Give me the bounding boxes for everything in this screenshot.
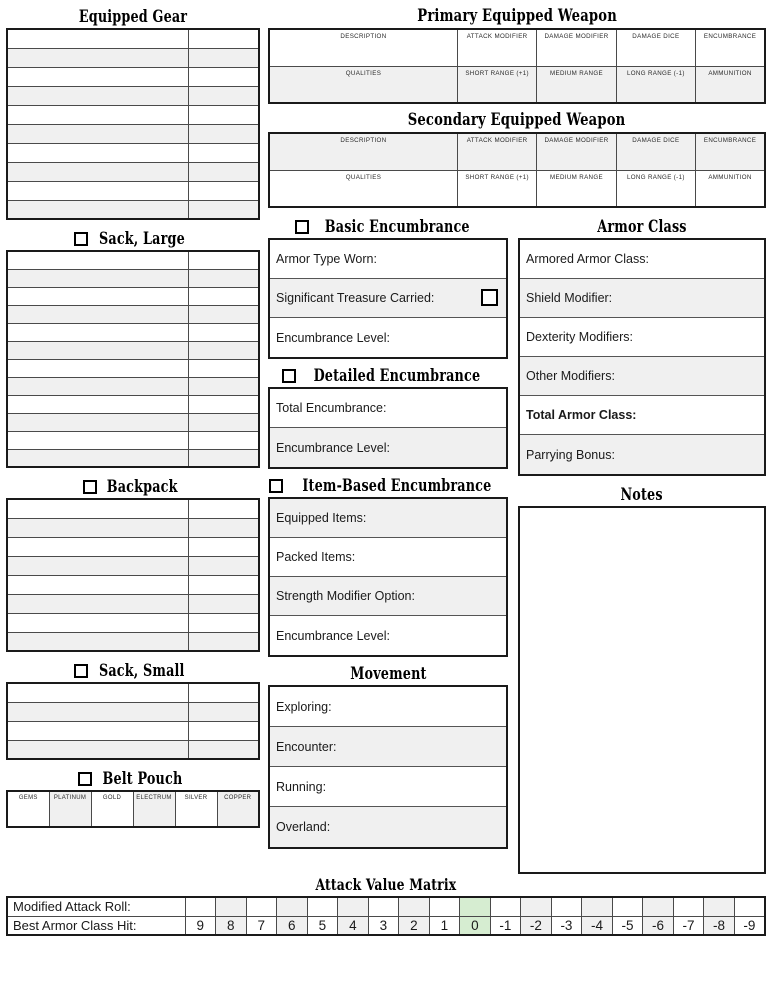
movement-heading — [268, 663, 508, 685]
detailed-encumbrance-checkbox[interactable] — [282, 369, 296, 383]
movement-section — [268, 663, 508, 849]
attack-matrix-heading — [6, 874, 766, 896]
table-row[interactable] — [7, 721, 259, 740]
table-row[interactable] — [7, 162, 259, 181]
weapon-row[interactable] — [269, 29, 765, 66]
field-label: Encounter: — [276, 739, 337, 754]
item-name-cell[interactable] — [7, 181, 188, 200]
weapon-row[interactable] — [269, 170, 765, 207]
sack-large-heading — [6, 228, 260, 250]
basic-encumbrance-fields[interactable] — [268, 238, 508, 359]
right-side — [268, 6, 766, 874]
matrix-armor-class-cell[interactable]: 5 — [307, 916, 338, 935]
matrix-armor-class-cell[interactable]: -5 — [612, 916, 643, 935]
item-name-cell[interactable] — [7, 251, 188, 269]
weapon-field-cell[interactable]: DAMAGE DICE — [616, 29, 695, 66]
matrix-attack-roll-cell[interactable] — [368, 897, 399, 916]
item-encumbrance-checkbox[interactable] — [269, 479, 283, 493]
item-qty-cell[interactable] — [188, 632, 259, 651]
weapon-field-cell[interactable]: SHORT RANGE (+1) — [457, 170, 536, 207]
sack-large-section — [6, 228, 260, 468]
armor-class-section — [518, 216, 766, 476]
matrix-attack-roll-cell[interactable] — [277, 897, 308, 916]
table-row[interactable] — [7, 359, 259, 377]
matrix-attack-roll-cell[interactable] — [399, 897, 430, 916]
matrix-armor-class-cell[interactable]: 8 — [216, 916, 247, 935]
sack-small-checkbox[interactable] — [74, 664, 88, 678]
item-qty-cell[interactable] — [188, 395, 259, 413]
field-label: Overland: — [276, 820, 331, 834]
notes-section — [518, 484, 766, 874]
weapon-field-cell[interactable]: DAMAGE MODIFIER — [537, 29, 616, 66]
detailed-encumbrance-title: Detailed Encumbrance — [313, 366, 481, 386]
item-qty-cell[interactable] — [188, 323, 259, 341]
matrix-attack-roll-cell[interactable] — [490, 897, 521, 916]
table-row[interactable] — [7, 181, 259, 200]
primary-weapon-title: Primary Equipped Weapon — [417, 6, 617, 27]
field-label: Encumbrance Level: — [276, 330, 390, 345]
field-label: Dexterity Modifiers: — [526, 330, 633, 344]
currency-cell[interactable]: ELECTRUM — [133, 791, 175, 827]
item-name-cell[interactable] — [7, 395, 188, 413]
item-name-cell[interactable] — [7, 632, 188, 651]
detailed-encumbrance-heading — [268, 365, 508, 387]
item-qty-cell[interactable] — [188, 359, 259, 377]
matrix-attack-roll-cell[interactable] — [551, 897, 582, 916]
item-qty-cell[interactable] — [188, 48, 259, 67]
item-name-cell[interactable] — [7, 48, 188, 67]
currency-cell[interactable]: SILVER — [175, 791, 217, 827]
table-row[interactable] — [7, 124, 259, 143]
weapon-row[interactable] — [269, 66, 765, 103]
secondary-weapon-heading — [268, 110, 766, 132]
field-label: Encumbrance Level: — [276, 440, 390, 455]
table-row[interactable] — [7, 29, 259, 48]
weapon-field-cell[interactable]: AMMUNITION — [696, 170, 765, 207]
field-label: Shield Modifier: — [526, 291, 613, 305]
weapon-field-cell[interactable]: QUALITIES — [269, 170, 457, 207]
field-label: Significant Treasure Carried: — [276, 291, 435, 305]
left-column — [6, 6, 260, 874]
item-qty-cell[interactable] — [188, 29, 259, 48]
weapon-field-cell[interactable]: SHORT RANGE (+1) — [457, 66, 536, 103]
item-qty-cell[interactable] — [188, 499, 259, 518]
item-name-cell[interactable] — [7, 323, 188, 341]
item-qty-cell[interactable] — [188, 287, 259, 305]
backpack-heading — [6, 476, 260, 498]
currency-cell[interactable]: GEMS — [7, 791, 49, 827]
item-qty-cell[interactable] — [188, 575, 259, 594]
matrix-armor-class-cell[interactable]: -4 — [582, 916, 613, 935]
belt-pouch-checkbox[interactable] — [78, 772, 92, 786]
item-name-cell[interactable] — [7, 431, 188, 449]
primary-weapon-section — [268, 6, 766, 104]
attack-matrix-section — [0, 874, 772, 936]
weapon-field-cell[interactable]: LONG RANGE (-1) — [616, 170, 695, 207]
item-name-cell[interactable] — [7, 269, 188, 287]
item-qty-cell[interactable] — [188, 740, 259, 759]
matrix-attack-roll-cell[interactable] — [460, 897, 491, 916]
item-name-cell[interactable] — [7, 518, 188, 537]
field-row[interactable] — [270, 389, 506, 428]
matrix-armor-class-cell[interactable]: 7 — [246, 916, 277, 935]
item-name-cell[interactable] — [7, 613, 188, 632]
item-qty-cell[interactable] — [188, 537, 259, 556]
item-encumbrance-title: Item-Based Encumbrance — [302, 476, 492, 496]
weapon-field-cell[interactable]: QUALITIES — [269, 66, 457, 103]
item-qty-cell[interactable] — [188, 341, 259, 359]
matrix-attack-roll-cell[interactable] — [307, 897, 338, 916]
item-name-cell[interactable] — [7, 86, 188, 105]
item-qty-cell[interactable] — [188, 143, 259, 162]
middle-column — [268, 216, 508, 874]
attack-matrix-title: Attack Value Matrix — [315, 874, 457, 894]
field-row[interactable] — [270, 687, 506, 727]
item-qty-cell[interactable] — [188, 721, 259, 740]
item-qty-cell[interactable] — [188, 200, 259, 219]
item-name-cell[interactable] — [7, 359, 188, 377]
table-row[interactable] — [7, 449, 259, 467]
item-name-cell[interactable] — [7, 305, 188, 323]
field-row[interactable] — [520, 240, 764, 279]
field-row[interactable] — [270, 577, 506, 616]
item-name-cell[interactable] — [7, 537, 188, 556]
field-row[interactable] — [270, 807, 506, 847]
matrix-armor-class-cell[interactable]: -8 — [704, 916, 735, 935]
item-qty-cell[interactable] — [188, 124, 259, 143]
matrix-label-armor-class: Best Armor Class Hit: — [7, 916, 185, 935]
table-row[interactable] — [7, 683, 259, 702]
item-name-cell[interactable] — [7, 124, 188, 143]
weapon-field-cell[interactable]: MEDIUM RANGE — [537, 170, 616, 207]
matrix-armor-class-cell[interactable]: 2 — [399, 916, 430, 935]
item-name-cell[interactable] — [7, 413, 188, 431]
field-row[interactable] — [270, 240, 506, 279]
primary-weapon-heading — [268, 6, 766, 28]
notes-heading — [518, 484, 766, 506]
item-qty-cell[interactable] — [188, 269, 259, 287]
field-label: Strength Modifier Option: — [276, 589, 415, 603]
matrix-armor-class-cell[interactable]: -7 — [673, 916, 704, 935]
matrix-attack-roll-cell[interactable] — [704, 897, 735, 916]
table-row[interactable] — [7, 413, 259, 431]
field-row[interactable] — [270, 538, 506, 577]
item-qty-cell[interactable] — [188, 683, 259, 702]
lower-right-columns — [268, 216, 766, 874]
table-row[interactable] — [7, 594, 259, 613]
item-qty-cell[interactable] — [188, 702, 259, 721]
table-row[interactable] — [7, 613, 259, 632]
table-row[interactable] — [7, 537, 259, 556]
item-qty-cell[interactable] — [188, 377, 259, 395]
sack-small-title: Sack, Small — [99, 661, 185, 681]
item-name-cell[interactable] — [7, 594, 188, 613]
basic-encumbrance-section — [268, 216, 508, 359]
currency-cell[interactable]: COPPER — [217, 791, 259, 827]
table-row[interactable] — [7, 305, 259, 323]
field-label: Armored Armor Class: — [526, 252, 649, 266]
field-row[interactable] — [520, 318, 764, 357]
currency-table[interactable] — [6, 790, 260, 828]
belt-pouch-section — [6, 768, 260, 828]
notes-title: Notes — [620, 485, 664, 505]
field-row[interactable] — [270, 279, 506, 318]
matrix-row-armor-class[interactable] — [7, 916, 765, 935]
matrix-armor-class-cell[interactable]: -9 — [734, 916, 765, 935]
table-row[interactable] — [7, 251, 259, 269]
armor-class-title: Armor Class — [597, 217, 687, 237]
field-label: Equipped Items: — [276, 511, 367, 525]
item-qty-cell[interactable] — [188, 67, 259, 86]
weapon-field-cell[interactable]: DAMAGE DICE — [616, 133, 695, 170]
field-label: Armor Type Worn: — [276, 252, 377, 266]
field-row[interactable] — [270, 428, 506, 467]
item-name-cell[interactable] — [7, 143, 188, 162]
matrix-attack-roll-cell[interactable] — [612, 897, 643, 916]
item-name-cell[interactable] — [7, 721, 188, 740]
weapon-field-cell[interactable]: DESCRIPTION — [269, 29, 457, 66]
field-label: Parrying Bonus: — [526, 447, 615, 462]
weapon-field-cell[interactable]: AMMUNITION — [696, 66, 765, 103]
item-name-cell[interactable] — [7, 683, 188, 702]
item-name-cell[interactable] — [7, 499, 188, 518]
table-row[interactable] — [7, 431, 259, 449]
armor-class-fields[interactable] — [518, 238, 766, 476]
secondary-weapon-table[interactable] — [268, 132, 766, 208]
weapon-field-cell[interactable]: ENCUMBRANCE — [696, 29, 765, 66]
table-row[interactable] — [7, 86, 259, 105]
item-qty-cell[interactable] — [188, 449, 259, 467]
equipped-gear-heading — [6, 6, 260, 28]
item-qty-cell[interactable] — [188, 162, 259, 181]
table-row[interactable] — [7, 323, 259, 341]
matrix-armor-class-cell[interactable]: 9 — [185, 916, 216, 935]
table-row[interactable] — [7, 287, 259, 305]
matrix-attack-roll-cell[interactable] — [521, 897, 552, 916]
equipped-gear-section — [6, 6, 260, 220]
weapon-field-cell[interactable]: LONG RANGE (-1) — [616, 66, 695, 103]
weapon-row[interactable] — [269, 133, 765, 170]
item-encumbrance-section — [268, 475, 508, 657]
sack-small-heading — [6, 660, 260, 682]
item-name-cell[interactable] — [7, 162, 188, 181]
backpack-title: Backpack — [106, 477, 178, 497]
item-qty-cell[interactable] — [188, 594, 259, 613]
matrix-armor-class-cell[interactable]: 4 — [338, 916, 369, 935]
matrix-armor-class-cell[interactable]: -2 — [521, 916, 552, 935]
matrix-attack-roll-cell[interactable] — [673, 897, 704, 916]
currency-cell[interactable]: GOLD — [91, 791, 133, 827]
item-name-cell[interactable] — [7, 29, 188, 48]
matrix-armor-class-cell[interactable]: 1 — [429, 916, 460, 935]
notes-textarea[interactable] — [518, 506, 766, 874]
table-row[interactable] — [7, 740, 259, 759]
detailed-encumbrance-fields[interactable] — [268, 387, 508, 469]
matrix-armor-class-cell[interactable]: -3 — [551, 916, 582, 935]
item-qty-cell[interactable] — [188, 181, 259, 200]
field-row[interactable] — [520, 435, 764, 474]
secondary-weapon-title: Secondary Equipped Weapon — [408, 110, 626, 131]
item-name-cell[interactable] — [7, 377, 188, 395]
item-name-cell[interactable] — [7, 287, 188, 305]
equipped-gear-title: Equipped Gear — [78, 7, 188, 27]
matrix-armor-class-cell[interactable]: 6 — [277, 916, 308, 935]
item-qty-cell[interactable] — [188, 305, 259, 323]
matrix-attack-roll-cell[interactable] — [338, 897, 369, 916]
weapon-field-cell[interactable]: ATTACK MODIFIER — [457, 29, 536, 66]
detailed-encumbrance-section — [268, 365, 508, 469]
item-name-cell[interactable] — [7, 449, 188, 467]
item-encumbrance-fields[interactable] — [268, 497, 508, 657]
armor-class-heading — [518, 216, 766, 238]
matrix-attack-roll-cell[interactable] — [734, 897, 765, 916]
movement-title: Movement — [349, 664, 427, 684]
right-column — [518, 216, 766, 874]
item-name-cell[interactable] — [7, 67, 188, 86]
matrix-armor-class-cell[interactable]: -1 — [490, 916, 521, 935]
item-qty-cell[interactable] — [188, 518, 259, 537]
item-encumbrance-heading — [268, 475, 508, 497]
item-name-cell[interactable] — [7, 702, 188, 721]
weapon-field-cell[interactable]: DAMAGE MODIFIER — [537, 133, 616, 170]
table-row[interactable] — [7, 48, 259, 67]
item-qty-cell[interactable] — [188, 105, 259, 124]
sack-small-section — [6, 660, 260, 760]
table-row[interactable] — [7, 632, 259, 651]
sack-large-checkbox[interactable] — [74, 232, 88, 246]
field-label: Total Encumbrance: — [276, 401, 387, 415]
weapon-field-cell[interactable]: MEDIUM RANGE — [537, 66, 616, 103]
table-row[interactable] — [7, 341, 259, 359]
field-row[interactable] — [520, 279, 764, 318]
attack-matrix-table[interactable] — [6, 896, 766, 936]
item-name-cell[interactable] — [7, 200, 188, 219]
sack-small-table[interactable] — [6, 682, 260, 760]
field-label: Exploring: — [276, 699, 332, 714]
field-row[interactable] — [270, 318, 506, 357]
secondary-weapon-section — [268, 110, 766, 208]
table-row[interactable] — [7, 499, 259, 518]
matrix-attack-roll-cell[interactable] — [582, 897, 613, 916]
sack-large-title: Sack, Large — [99, 229, 185, 249]
currency-header-row — [7, 791, 259, 827]
item-qty-cell[interactable] — [188, 86, 259, 105]
table-row[interactable] — [7, 269, 259, 287]
weapon-field-cell[interactable]: ATTACK MODIFIER — [457, 133, 536, 170]
matrix-attack-roll-cell[interactable] — [429, 897, 460, 916]
item-name-cell[interactable] — [7, 341, 188, 359]
matrix-armor-class-cell[interactable]: -6 — [643, 916, 674, 935]
field-label: Other Modifiers: — [526, 369, 615, 383]
belt-pouch-title: Belt Pouch — [102, 769, 182, 789]
table-row[interactable] — [7, 575, 259, 594]
table-row[interactable] — [7, 377, 259, 395]
table-row[interactable] — [7, 143, 259, 162]
table-row[interactable] — [7, 556, 259, 575]
movement-fields[interactable] — [268, 685, 508, 849]
item-qty-cell[interactable] — [188, 613, 259, 632]
field-label: Total Armor Class: — [526, 408, 637, 422]
field-label: Packed Items: — [276, 550, 356, 564]
field-row[interactable] — [270, 727, 506, 767]
backpack-table[interactable] — [6, 498, 260, 652]
field-row[interactable] — [270, 499, 506, 538]
table-row[interactable] — [7, 702, 259, 721]
item-name-cell[interactable] — [7, 575, 188, 594]
primary-weapon-table[interactable] — [268, 28, 766, 104]
table-row[interactable] — [7, 67, 259, 86]
weapon-field-cell[interactable]: ENCUMBRANCE — [696, 133, 765, 170]
weapon-field-cell[interactable]: DESCRIPTION — [269, 133, 457, 170]
field-label: Running: — [276, 779, 327, 794]
basic-encumbrance-checkbox[interactable] — [295, 220, 309, 234]
item-qty-cell[interactable] — [188, 556, 259, 575]
basic-encumbrance-heading — [268, 216, 508, 238]
matrix-attack-roll-cell[interactable] — [185, 897, 216, 916]
item-qty-cell[interactable] — [188, 413, 259, 431]
currency-cell[interactable]: PLATINUM — [49, 791, 91, 827]
table-row[interactable] — [7, 200, 259, 219]
sack-large-table[interactable] — [6, 250, 260, 468]
matrix-armor-class-cell[interactable]: 0 — [460, 916, 491, 935]
equipped-gear-table[interactable] — [6, 28, 260, 220]
field-row[interactable] — [520, 396, 764, 435]
table-row[interactable] — [7, 395, 259, 413]
table-row[interactable] — [7, 105, 259, 124]
backpack-section — [6, 476, 260, 652]
item-name-cell[interactable] — [7, 740, 188, 759]
item-name-cell[interactable] — [7, 105, 188, 124]
matrix-attack-roll-cell[interactable] — [216, 897, 247, 916]
field-label: Encumbrance Level: — [276, 628, 390, 643]
field-row[interactable] — [270, 616, 506, 655]
item-qty-cell[interactable] — [188, 431, 259, 449]
field-checkbox[interactable] — [481, 289, 498, 306]
backpack-checkbox[interactable] — [83, 480, 97, 494]
basic-encumbrance-title: Basic Encumbrance — [324, 217, 470, 237]
item-qty-cell[interactable] — [188, 251, 259, 269]
field-row[interactable] — [270, 767, 506, 807]
matrix-armor-class-cell[interactable]: 3 — [368, 916, 399, 935]
matrix-attack-roll-cell[interactable] — [643, 897, 674, 916]
matrix-label-attack-roll: Modified Attack Roll: — [7, 897, 185, 916]
belt-pouch-heading — [6, 768, 260, 790]
table-row[interactable] — [7, 518, 259, 537]
item-name-cell[interactable] — [7, 556, 188, 575]
matrix-attack-roll-cell[interactable] — [246, 897, 277, 916]
matrix-row-attack-roll[interactable] — [7, 897, 765, 916]
field-row[interactable] — [520, 357, 764, 396]
